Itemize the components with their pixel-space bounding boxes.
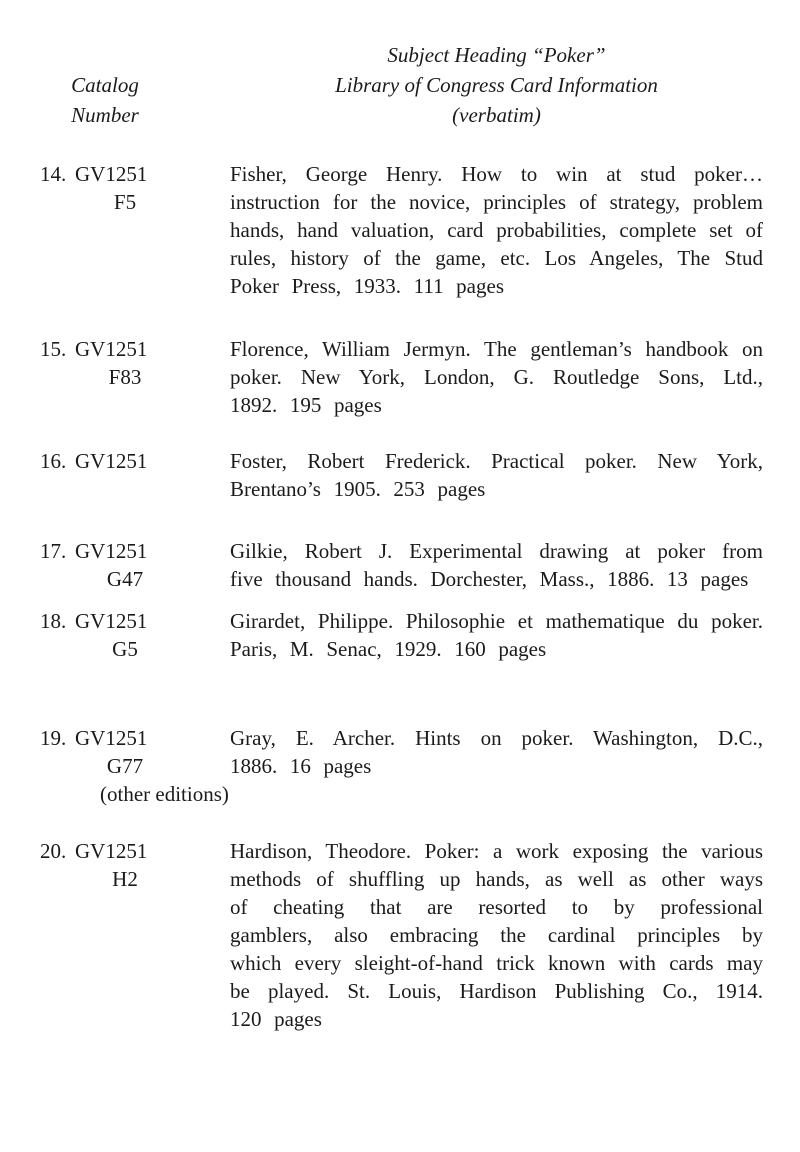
entry-description: Fisher, George Henry. How to win at stud poker… instruction for the novice, principles of strategy, problem hands, hand valuation, card probabilities, complete set of rules, history of the game, etc. Los Angeles, The Stud Poker Press, 1933. 111 pages [230, 162, 763, 298]
entry-other-editions-note: (other editions) [100, 782, 229, 806]
entry-description: Gray, E. Archer. Hints on poker. Washington, D.C., 1886. 16 pages [230, 726, 763, 778]
catalog-number-heading [40, 40, 230, 130]
catalog-code: GV1251 [75, 839, 148, 863]
subject-heading-source: Library of Congress Card Information [335, 73, 658, 97]
entry-description: Gilkie, Robert J. Experimental drawing at poker from five thousand hands. Dorchester, Mass., 1886. 13 pages [230, 539, 763, 591]
entry-number: 19. [40, 726, 67, 750]
catalog-subcode: F83 [108, 365, 142, 389]
entry-number: 17. [40, 539, 67, 563]
catalog-entry [40, 537, 763, 593]
subject-heading [230, 40, 763, 130]
catalog-entry [40, 160, 763, 300]
catalog-subcode: F5 [113, 190, 137, 214]
subject-heading-verbatim: (verbatim) [452, 103, 541, 127]
catalog-code: GV1251 [75, 162, 148, 186]
catalog-code: GV1251 [75, 337, 148, 361]
entry-catalog-column [40, 607, 230, 663]
catalog-subcode [75, 475, 175, 503]
catalog-code: GV1251 [75, 726, 148, 750]
catalog-entry [40, 335, 763, 419]
entry-catalog-column [40, 447, 230, 503]
catalog-subcode: H2 [112, 867, 138, 891]
entry-description: Florence, William Jermyn. The gentleman’s handbook on poker. New York, London, G. Routledge Sons, Ltd., 1892. 195 pages [230, 337, 763, 417]
entry-catalog-column [40, 160, 230, 300]
catalog-subcode: G5 [112, 637, 138, 661]
entry-description: Hardison, Theodore. Poker: a work exposing the various methods of shuffling up hands, as well as other ways of cheating that are resorted to by professional gamblers, also embracing the cardinal principles by which every sleight-of-hand trick known with cards may be played. St. Louis, Hardison Publishing Co., 1914. 120 pages [230, 839, 763, 1031]
entry-number: 16. [40, 449, 67, 473]
entry-description: Girardet, Philippe. Philosophie et mathematique du poker. Paris, M. Senac, 1929. 160 pages [230, 609, 763, 661]
entry-description: Foster, Robert Frederick. Practical poker. New York, Brentano’s 1905. 253 pages [230, 449, 763, 501]
catalog-code: GV1251 [75, 539, 148, 563]
catalog-subcode: G47 [106, 567, 144, 591]
entry-catalog-column [40, 335, 230, 419]
entry-catalog-column [40, 724, 230, 808]
subject-heading-title: Subject Heading “Poker” [387, 43, 606, 67]
catalog-heading-line2: Number [71, 103, 139, 127]
document-header [40, 40, 763, 130]
catalog-entry [40, 607, 763, 663]
entry-catalog-column [40, 537, 230, 593]
catalog-code: GV1251 [75, 449, 148, 473]
catalog-code: GV1251 [75, 609, 148, 633]
entry-number: 14. [40, 162, 67, 186]
catalog-subcode: G77 [106, 754, 144, 778]
catalog-entry [40, 837, 763, 1033]
catalog-heading-line1: Catalog [71, 73, 139, 97]
catalog-entry [40, 447, 763, 503]
catalog-entry [40, 724, 763, 808]
entry-number: 18. [40, 609, 67, 633]
entry-catalog-column [40, 837, 230, 1033]
entry-number: 20. [40, 839, 67, 863]
entry-number: 15. [40, 337, 67, 361]
